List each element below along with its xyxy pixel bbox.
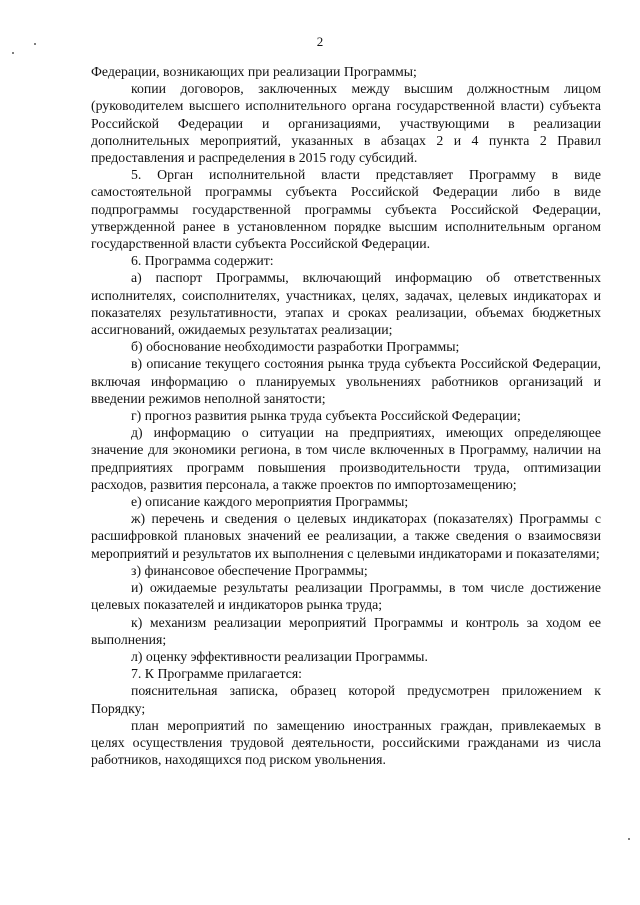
paragraph-item-6d: д) информацию о ситуации на предприятиях, имеющих определяющее значение для экономики региона, в том числе включенных в Программу, наличии на предприятиях программ повышения производительности труда, оптимизации расходов, развития персонала, а также проектов по импортозамещению; [91, 425, 601, 492]
paragraph-item-6l: л) оценку эффективности реализации Программы. [131, 648, 428, 664]
scan-speck [628, 838, 630, 840]
paragraph-item-6b: б) обоснование необходимости разработки Программы; [131, 339, 460, 355]
paragraph-item-6zh: ж) перечень и сведения о целевых индикаторах (показателях) Программы с расшифровкой плановых значений ее реализации, а также сведения о взаимосвязи мероприятий и результатов их выполнения с целевыми индикаторами и показателями; [91, 511, 601, 561]
paragraph-item-5: 5. Орган исполнительной власти представляет Программу в виде самостоятельной программы субъекта Российской Федерации либо в виде подпрограммы государственной программы субъекта Российской Федерации, утвержденной ранее в установленном порядке высшим исполнительным органом государственной власти субъекта Российской Федерации. [91, 167, 601, 252]
scan-speck [12, 52, 14, 54]
paragraph-item-6v: в) описание текущего состояния рынка труда субъекта Российской Федерации, включая информацию о планируемых увольнениях работников организаций и введении режимов неполной занятости; [91, 356, 601, 406]
page-number: 2 [316, 34, 324, 49]
paragraph-item-6k: к) механизм реализации мероприятий Программы и контроль за ходом ее выполнения; [91, 614, 601, 647]
paragraph-contract-copies: копии договоров, заключенных между высшим должностным лицом (руководителем высшего исполнительного органа государственной власти) субъекта Российской Федерации и организациями, участвующими в реализации дополнительных мероприятий, указанных в абзацах 2 и 4 пункта 2 Правил предоставления и распределения в 2015 году субсидий. [91, 81, 601, 166]
paragraph-replacement-plan: план мероприятий по замещению иностранных граждан, привлекаемых в целях осуществления трудовой деятельности, российскими гражданами из числа работников, находящихся под риском увольнения. [91, 717, 601, 768]
scan-speck [34, 43, 36, 45]
paragraph-explanatory-note: пояснительная записка, образец которой предусмотрен приложением к Порядку; [91, 683, 601, 716]
paragraph-item-6g: г) прогноз развития рынка труда субъекта Российской Федерации; [131, 408, 521, 424]
paragraph-item-6: 6. Программа содержит: [131, 253, 274, 269]
paragraph-item-7: 7. К Программе прилагается: [131, 666, 303, 682]
paragraph-continuation: Федерации, возникающих при реализации Программы; [91, 64, 417, 79]
paragraph-item-6a: а) паспорт Программы, включающий информацию об ответственных исполнителях, соисполнителях, участниках, целях, задачах, целевых индикаторах и показателях результативности, этапах и сроках реализации, объемах бюджетных ассигнований, ожидаемых результатах реализации; [91, 270, 601, 338]
document-body [91, 63, 601, 768]
paragraph-item-6z: з) финансовое обеспечение Программы; [131, 562, 368, 578]
paragraph-item-6e: е) описание каждого мероприятия Программы; [131, 494, 409, 510]
paragraph-item-6i: и) ожидаемые результаты реализации Программы, в том числе достижение целевых показателей и индикаторов рынка труда; [91, 580, 601, 613]
